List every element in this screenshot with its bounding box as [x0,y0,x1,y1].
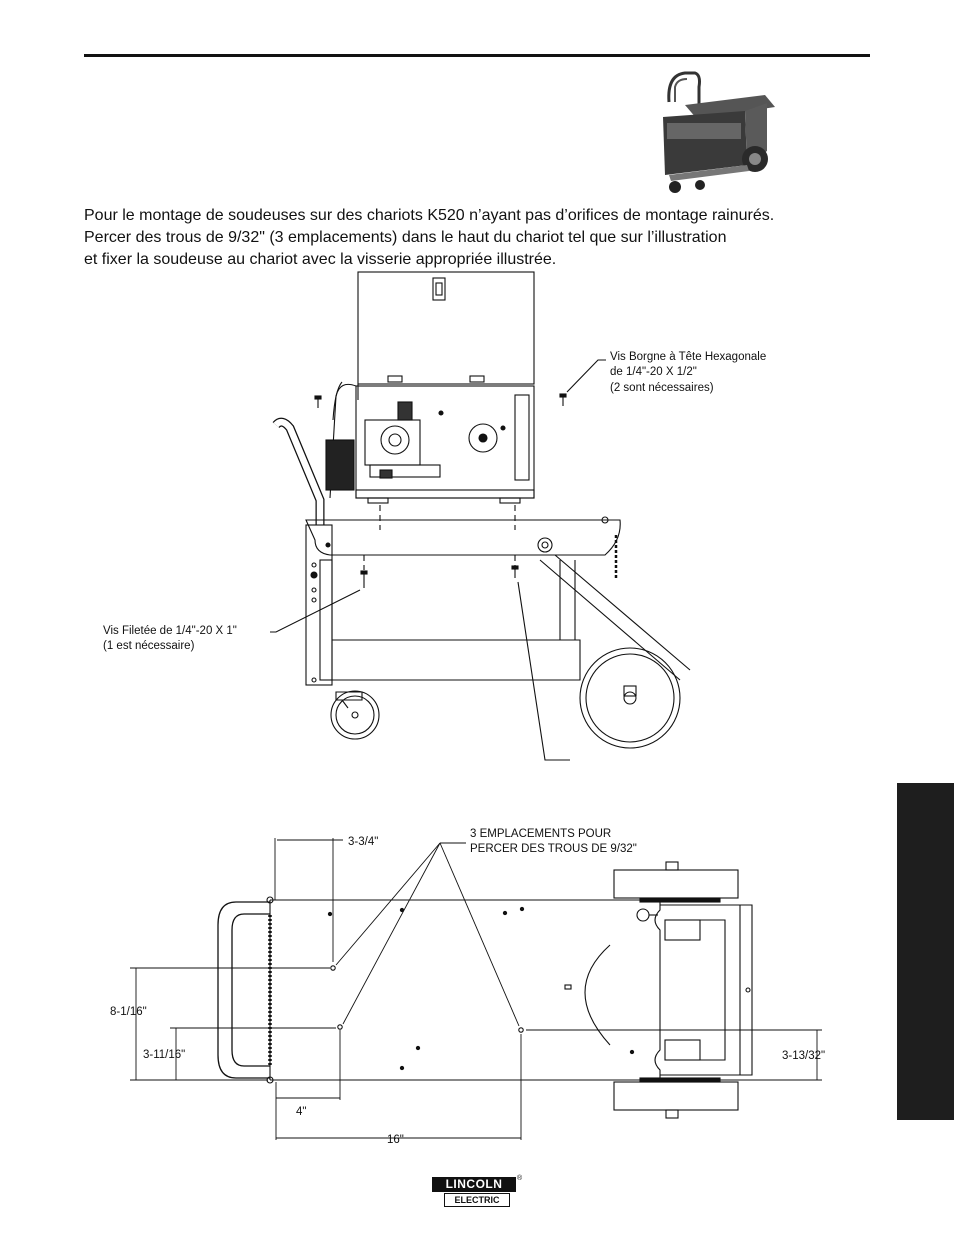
threaded-screw-label-2: (1 est nécessaire) [103,640,195,652]
logo-top-text: LINCOLN [432,1177,516,1192]
hex-screw-label-3: (2 sont nécessaires) [610,382,714,394]
intro-line-1: Pour le montage de soudeuses sur des chariots K520 n’ayant pas d’orifices de montage rainurés. [84,207,775,224]
welder-side-view [326,272,534,503]
lincoln-electric-logo [432,1177,522,1209]
intro-line-2: Percer des trous de 9/32" (3 emplacements) dans le haut du chariot tel que sur l’illustration [84,229,727,246]
dim-3-13-32: 3-13/32" [782,1050,826,1062]
hex-screw-label-1: Vis Borgne à Tête Hexagonale [610,351,767,363]
intro-line-3: et fixer la soudeuse au chariot avec la visserie appropriée illustrée. [84,251,557,268]
alignment-lines [364,505,515,570]
dim-4: 4" [296,1106,307,1118]
dim-8-1-16: 8-1/16" [110,1006,147,1018]
threaded-screw-label-1: Vis Filetée de 1/4"-20 X 1" [103,625,237,637]
dimension-lines [130,838,822,1140]
dim-3-11-16: 3-11/16" [143,1049,186,1061]
hex-screw-label-2: de 1/4"-20 X 1/2" [610,366,697,378]
dim-16: 16" [387,1134,404,1146]
logo-bottom-text: ELECTRIC [444,1193,510,1207]
holes-label-2: PERCER DES TROUS DE 9/32" [470,843,637,855]
threaded-screws [270,566,570,760]
logo-registered-mark: ® [517,1175,523,1182]
dim-3-3-4: 3-3/4" [348,836,379,848]
holes-label-1: 3 EMPLACEMENTS POUR [470,828,612,840]
